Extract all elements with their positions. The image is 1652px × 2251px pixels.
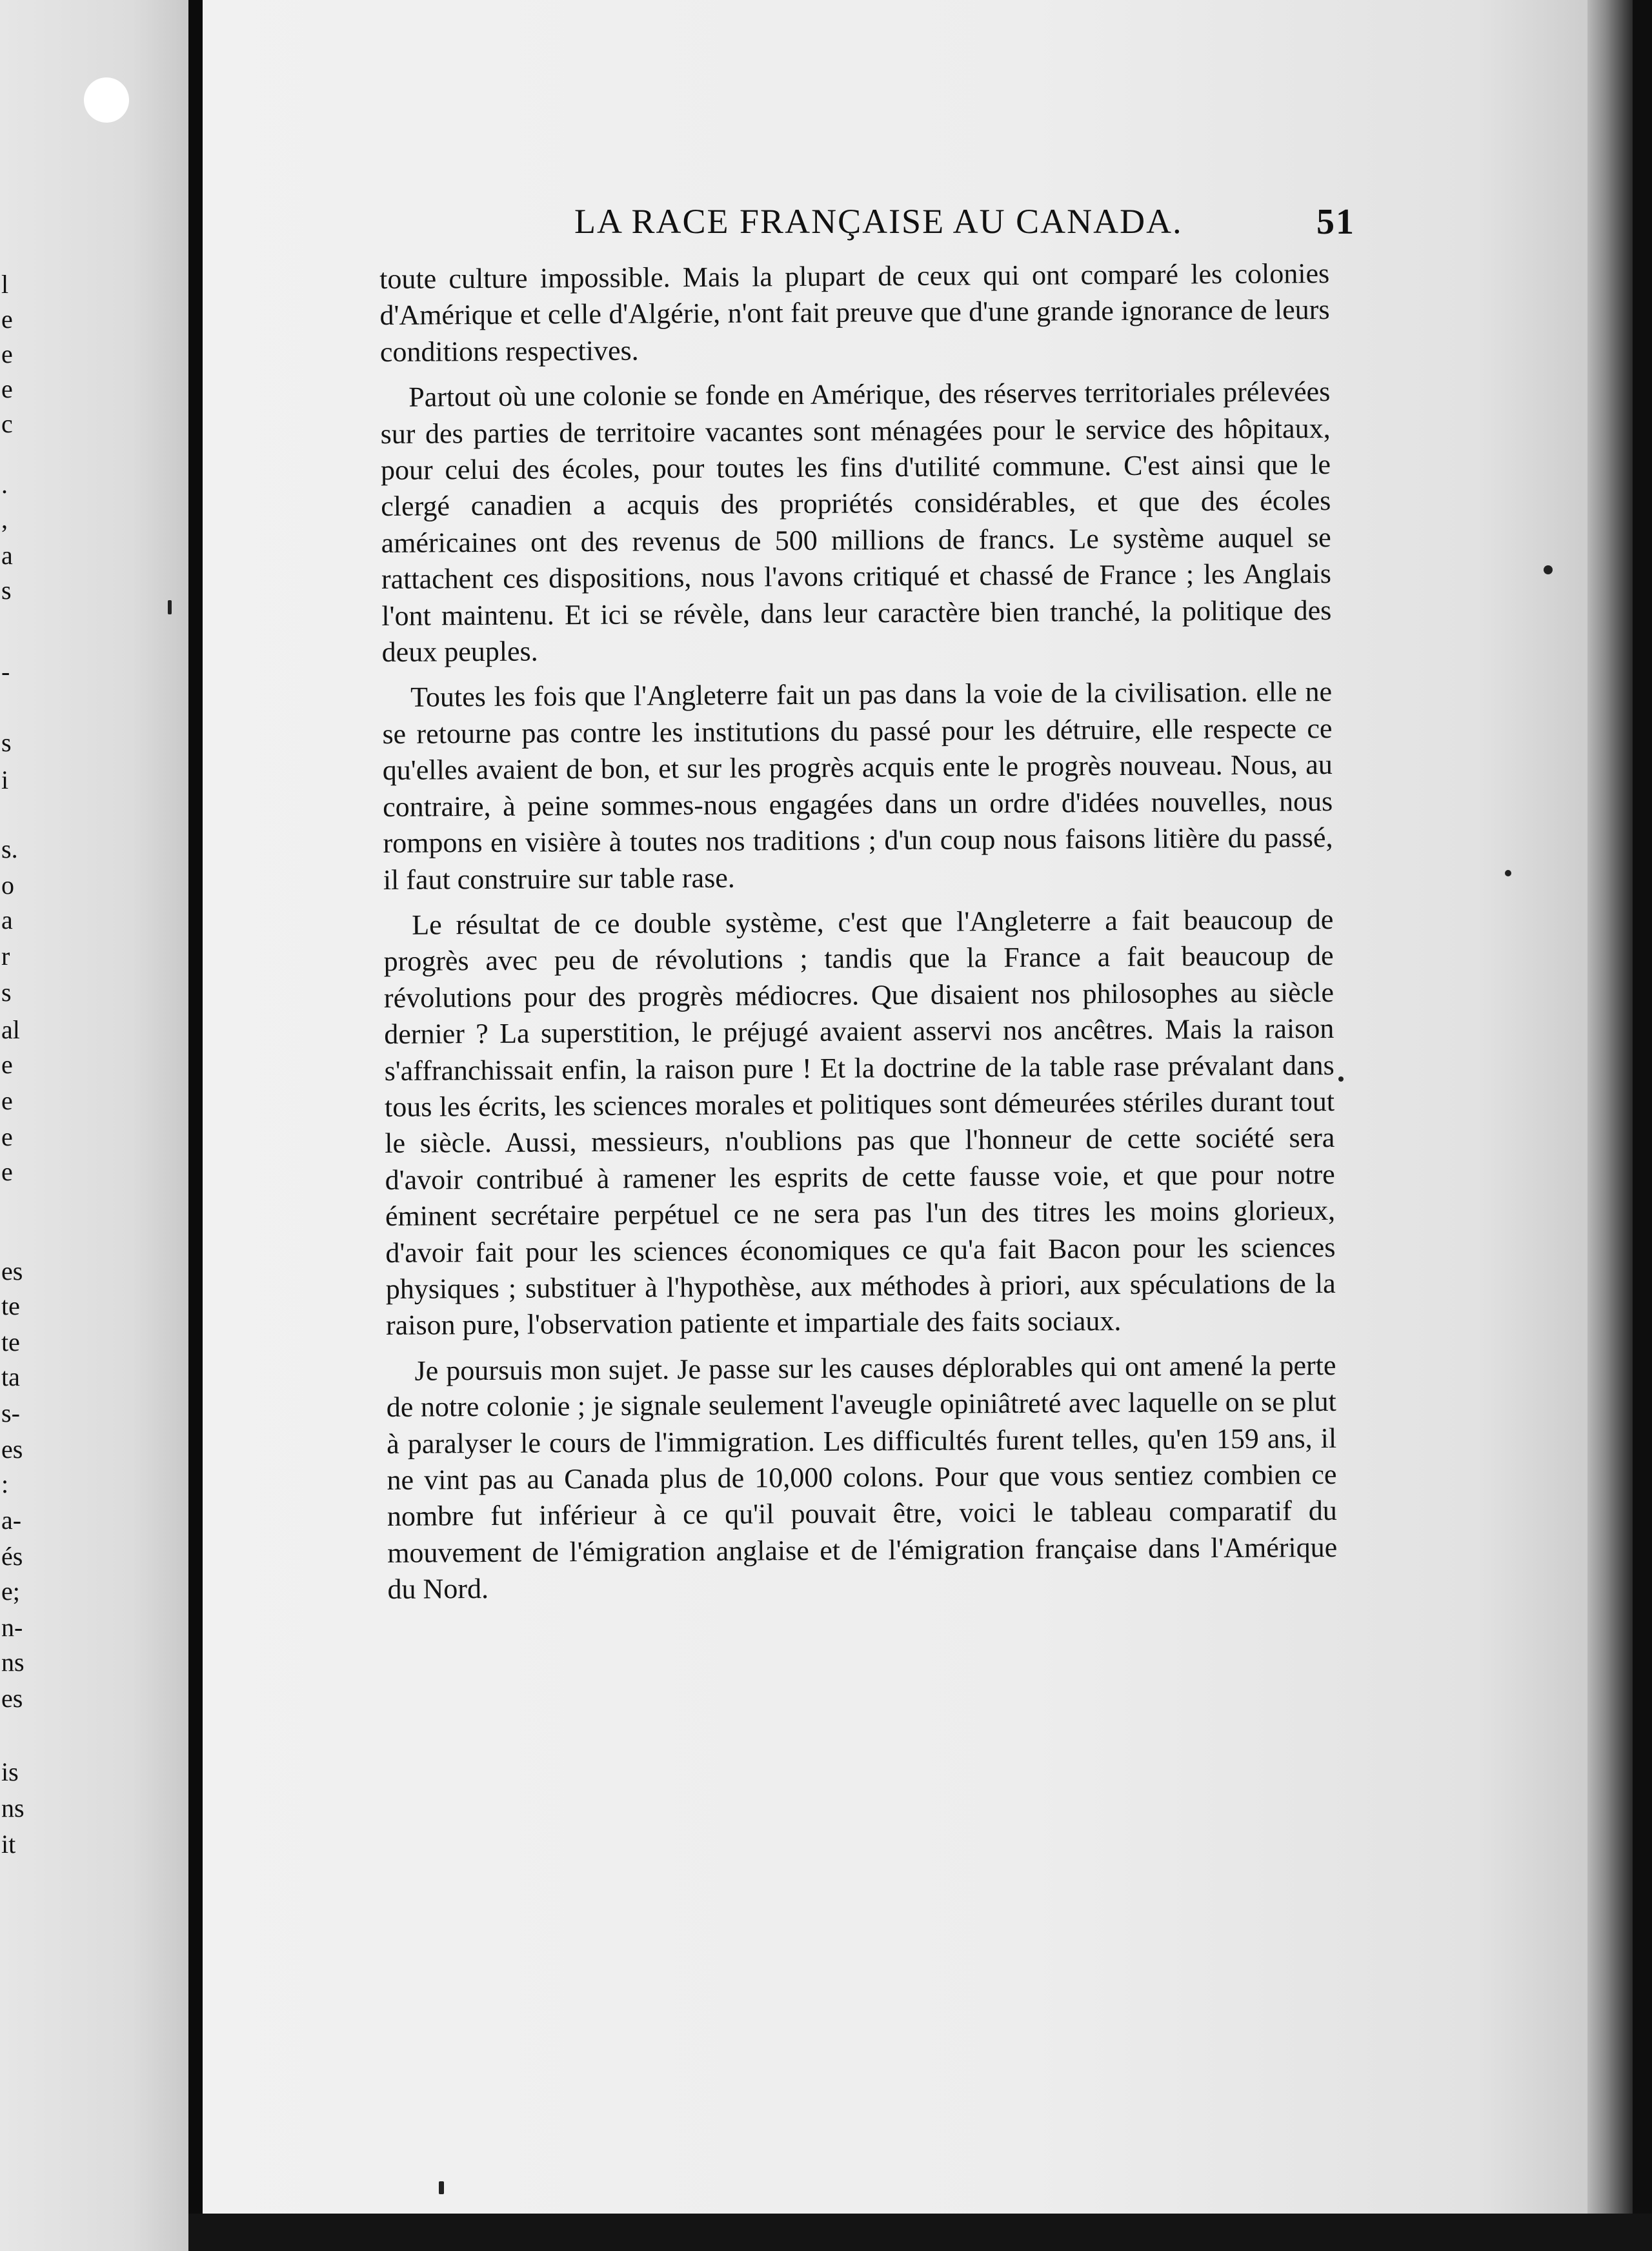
facing-page-letter: , xyxy=(1,505,8,534)
facing-page-letter: . xyxy=(1,470,8,499)
ink-speck xyxy=(439,2181,444,2194)
facing-page-letter: es xyxy=(1,1257,23,1286)
facing-page-letter: ns xyxy=(1,1648,25,1677)
facing-page-letter: i xyxy=(1,765,9,794)
facing-page-letter: es xyxy=(1,1684,23,1713)
scan-border-bottom xyxy=(188,2214,1652,2251)
facing-page-letter: e xyxy=(1,1157,13,1186)
ink-speck xyxy=(1544,565,1553,574)
facing-page-letter: o xyxy=(1,871,14,900)
book-gutter xyxy=(188,0,203,2251)
facing-page-letter: ta xyxy=(1,1362,20,1391)
ink-speck xyxy=(168,600,172,614)
facing-page-letter: e xyxy=(1,374,13,403)
facing-page-letter: a xyxy=(1,905,13,934)
paragraph: toute culture impossible. Mais la plupart de ceux qui ont comparé les colonies d'Amérique et celle d'Algérie, n'ont fait preuve que d'une grande ignorance de leurs conditions respectives. xyxy=(379,257,1330,368)
facing-page-letter: - xyxy=(1,657,10,686)
facing-page-letter: te xyxy=(1,1291,20,1320)
page-edge-shadow xyxy=(1587,0,1633,2214)
page-header xyxy=(574,201,1355,253)
facing-page-letter: s. xyxy=(1,834,18,863)
facing-page-letter: is xyxy=(1,1757,19,1786)
facing-page-letter: e xyxy=(1,1086,13,1115)
facing-page-letter: e xyxy=(1,1050,13,1079)
facing-page-letter: s- xyxy=(1,1398,20,1428)
paragraph: Le résultat de ce double système, c'est que l'Angleterre a fait beaucoup de progrès avec peu de révolutions ; tandis que la France a fait beaucoup de révolutions pour des progrès médiocres. Que disaient nos philosophes au siècle dernier ? La superstition, le préjugé avaient asservi nos ancêtres. Mais la raison s'affranchissait enfin, la raison pure ! Et la doctrine de la table rase prévalant dans tous les écrits, les sciences morales et politiques sont démeurées stériles durant tout le siècle. Aussi, messieurs, n'oublions pas que l'honneur de cette société sera d'avoir contribué à ramener les esprits de cette fausse voie, et que pour notre éminent secrétaire perpétuel ce ne sera pas l'un des titres les moins glorieux, d'avoir fait pour les sciences économiques ce qu'a fait Bacon pour les sciences physiques ; substituer à l'hypothèse, aux méthodes à priori, aux spéculations de la raison pure, l'observation patiente et impartiale des faits sociaux. xyxy=(383,903,1336,1342)
facing-page-letter: e; xyxy=(1,1577,20,1606)
scan-border-right xyxy=(1633,0,1652,2251)
facing-page-letter: r xyxy=(1,942,10,971)
facing-page-letter: te xyxy=(1,1327,20,1357)
facing-page-letter: a- xyxy=(1,1506,22,1535)
paragraph: Partout où une colonie se fonde en Amérique, des réserves territoriales prélevées sur des parties de territoire vacantes sont ménagées pour le service des hôpitaux, pour celui des écoles, pour toutes les fins d'utilité commune. C'est ainsi que le clergé canadien a acquis des propriétés considérables, et que des écoles américaines ont des revenus de 500 millions de francs. Le système auquel se rattachent ces dispositions, nous l'avons critiqué et chassé de France ; les Anglais l'ont maintenu. Et ici se révèle, dans leur caractère bien tranché, la politique des deux peuples. xyxy=(380,376,1332,669)
body-text xyxy=(379,256,1338,1608)
facing-page-letter: s xyxy=(1,728,12,757)
facing-page-letter: l xyxy=(1,270,9,299)
ink-speck xyxy=(1338,1076,1344,1082)
page-number: 51 xyxy=(1316,202,1355,242)
facing-page-letter: it xyxy=(1,1830,16,1859)
paragraph: Je poursuis mon sujet. Je passe sur les causes déplorables qui ont amené la perte de notre colonie ; je signale seulement l'aveugle opiniâtreté avec laquelle on se plut à paralyser le cours de l'immigration. Les difficultés furent telles, qu'en 159 ans, il ne vint pas au Canada plus de 10,000 colons. Pour que vous sentiez combien ce nombre fut inférieur à ce qu'il pouvait être, voici le tableau comparatif du mouvement de l'émigration anglaise et de l'émigration française dans l'Amérique du Nord. xyxy=(386,1349,1338,1606)
running-title: LA RACE FRANÇAISE AU CANADA. xyxy=(574,202,1183,241)
facing-page-letter: : xyxy=(1,1469,9,1499)
facing-page-letter: es xyxy=(1,1435,23,1464)
facing-page-letter: s xyxy=(1,978,12,1007)
facing-page-letter: al xyxy=(1,1015,20,1044)
facing-page-letter: e xyxy=(1,339,13,368)
facing-page-letter: s xyxy=(1,576,12,605)
facing-page-letter: ns xyxy=(1,1793,25,1822)
facing-page-letter: c xyxy=(1,409,13,438)
facing-page-letter: e xyxy=(1,1122,13,1151)
ink-speck xyxy=(1505,870,1511,876)
facing-page-letter: e xyxy=(1,305,13,334)
facing-page-letter: a xyxy=(1,541,13,570)
facing-page-letter: n- xyxy=(1,1613,23,1642)
facing-page-letter: és xyxy=(1,1542,23,1571)
facing-page-fragment xyxy=(0,0,188,2251)
paragraph: Toutes les fois que l'Angleterre fait un pas dans la voie de la civilisation. elle ne se retourne pas contre les institutions du passé pour les détruire, elle respecte ce qu'elles avaient de bon, et sur les progrès acquis ente le progrès nouveau. Nous, au contraire, à peine sommes-nous engagées dans un ordre d'idées nouvelles, nous rompons en visière à toutes nos traditions ; d'un coup nous faisons litière du passé, il faut construire sur table rase. xyxy=(382,676,1333,896)
